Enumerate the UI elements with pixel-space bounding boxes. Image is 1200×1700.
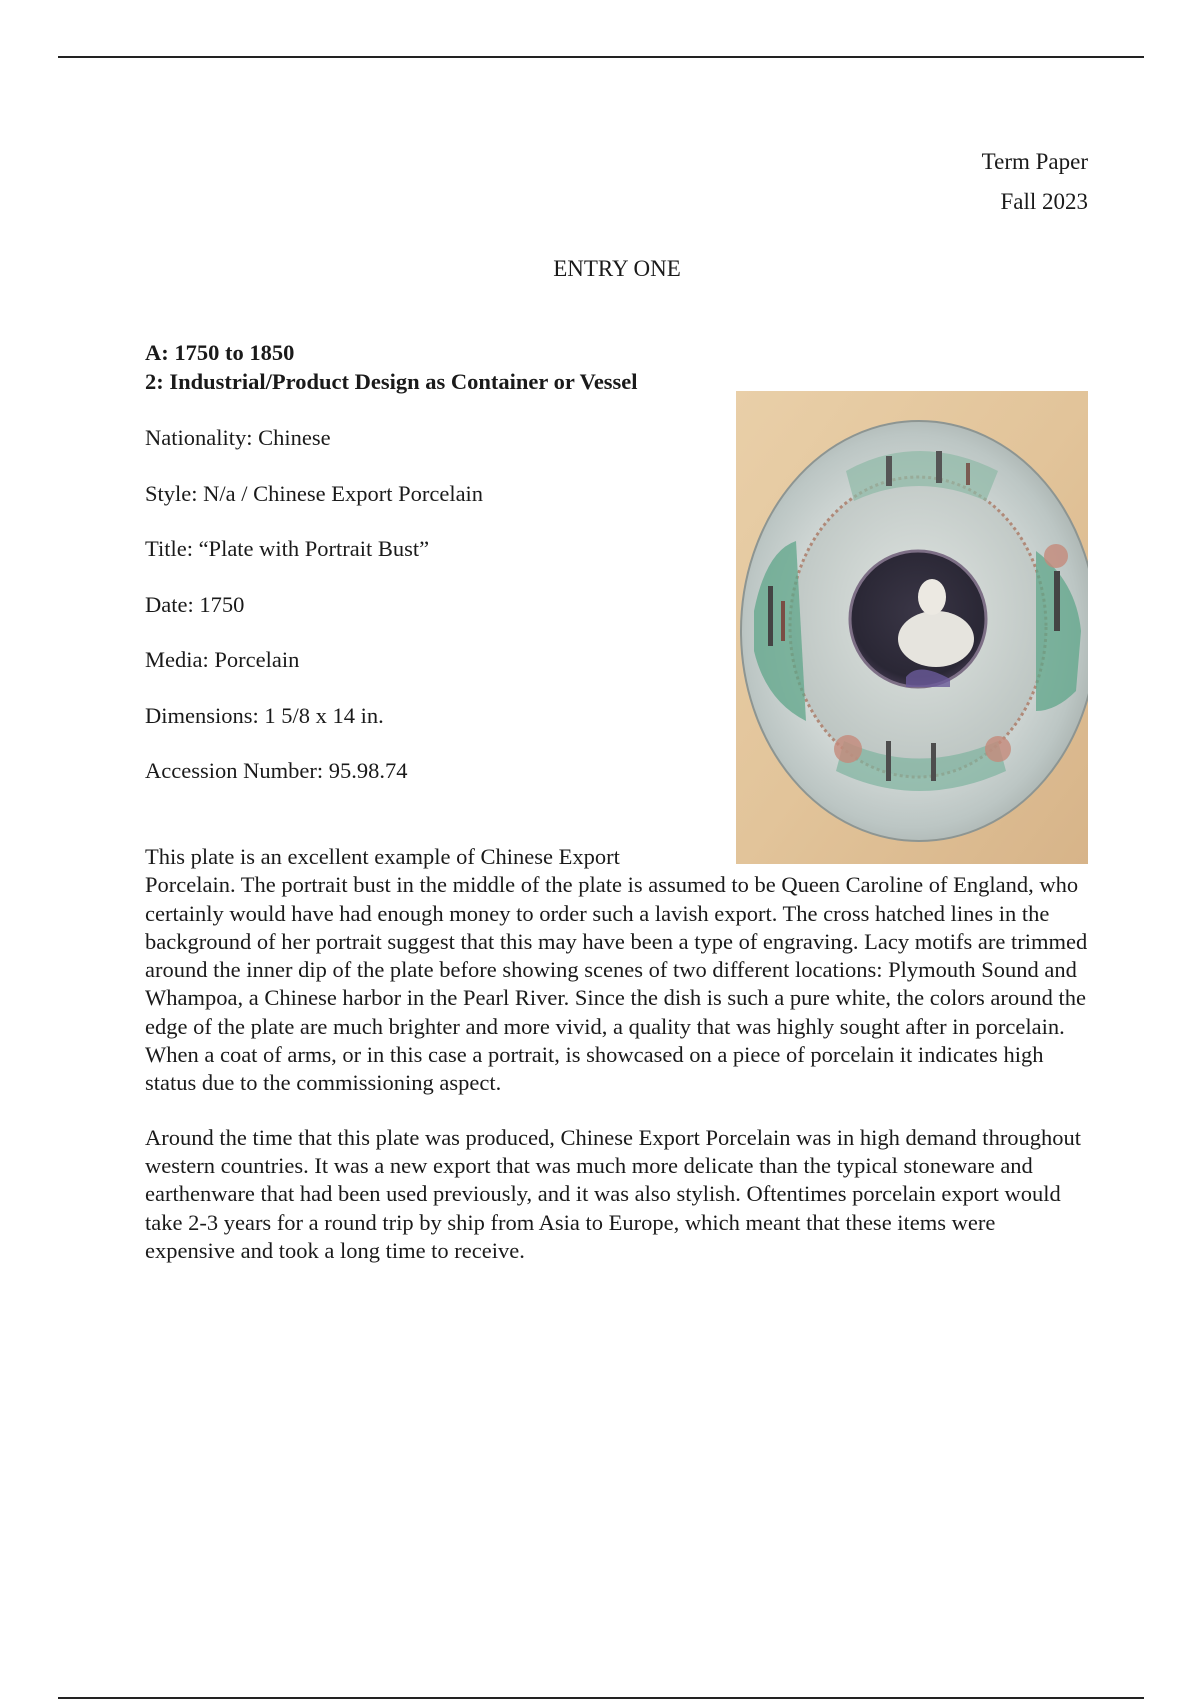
theme-heading: 2: Industrial/Product Design as Container or Vessel: [145, 369, 638, 394]
paragraph-1: [145, 843, 1090, 1098]
paragraph-1-rest: Porcelain. The portrait bust in the middle of the plate is assumed to be Queen Caroline of England, who certainly would have had enough money to order such a lavish export. The cross hatched lines in the background of her portrait suggest that this may have been a type of engraving. Lacy motifs are trimmed around the inner dip of the plate before showing scenes of two different locations: Plymouth Sound and Whampoa, a Chinese harbor in the Pearl River. Since the dish is such a pure white, the colors around the edge of the plate are much brighter and more vivid, a quality that was highly sought after in porcelain. When a coat of arms, or in this case a portrait, is showcased on a piece of porcelain it indicates high status due to the commissioning aspect.: [145, 872, 1088, 1096]
plate-photograph: [736, 391, 1088, 864]
portrait-bust-body: [898, 611, 974, 667]
category-block: [145, 338, 638, 396]
essay-body: [145, 843, 1090, 1265]
media-field: Media: Porcelain: [145, 647, 300, 672]
portrait-bust-head: [918, 579, 946, 615]
header-term-line: Fall 2023: [1000, 189, 1088, 214]
artwork-fields: [145, 424, 483, 813]
period-heading: A: 1750 to 1850: [145, 340, 295, 365]
date-field: Date: 1750: [145, 591, 245, 617]
paragraph-1-start: This plate is an excellent example of Chinese Export: [145, 844, 620, 869]
dimensions-field: Dimensions: 1 5/8 x 14 in.: [145, 702, 384, 728]
entry-title: ENTRY ONE: [553, 256, 681, 281]
document-header: [982, 142, 1088, 222]
title-field: Title: “Plate with Portrait Bust”: [145, 536, 430, 561]
header-course-line: Term Paper: [981, 149, 1088, 174]
style-field: Style: N/a / Chinese Export Porcelain: [145, 480, 484, 506]
bottom-rule: [58, 1697, 1144, 1699]
nationality-field: Nationality: Chinese: [145, 425, 331, 450]
top-rule: [58, 56, 1144, 58]
accession-field: Accession Number: 95.98.74: [145, 758, 408, 783]
paragraph-2: Around the time that this plate was produced, Chinese Export Porcelain was in high demand throughout western countries. It was a new export that was much more delicate than the typical stoneware and earthenware that had been used previously, and it was also stylish. Oftentimes porcelain export would take 2-3 years for a round trip by ship from Asia to Europe, which meant that these items were expensive and took a long time to receive.: [145, 1124, 1082, 1263]
